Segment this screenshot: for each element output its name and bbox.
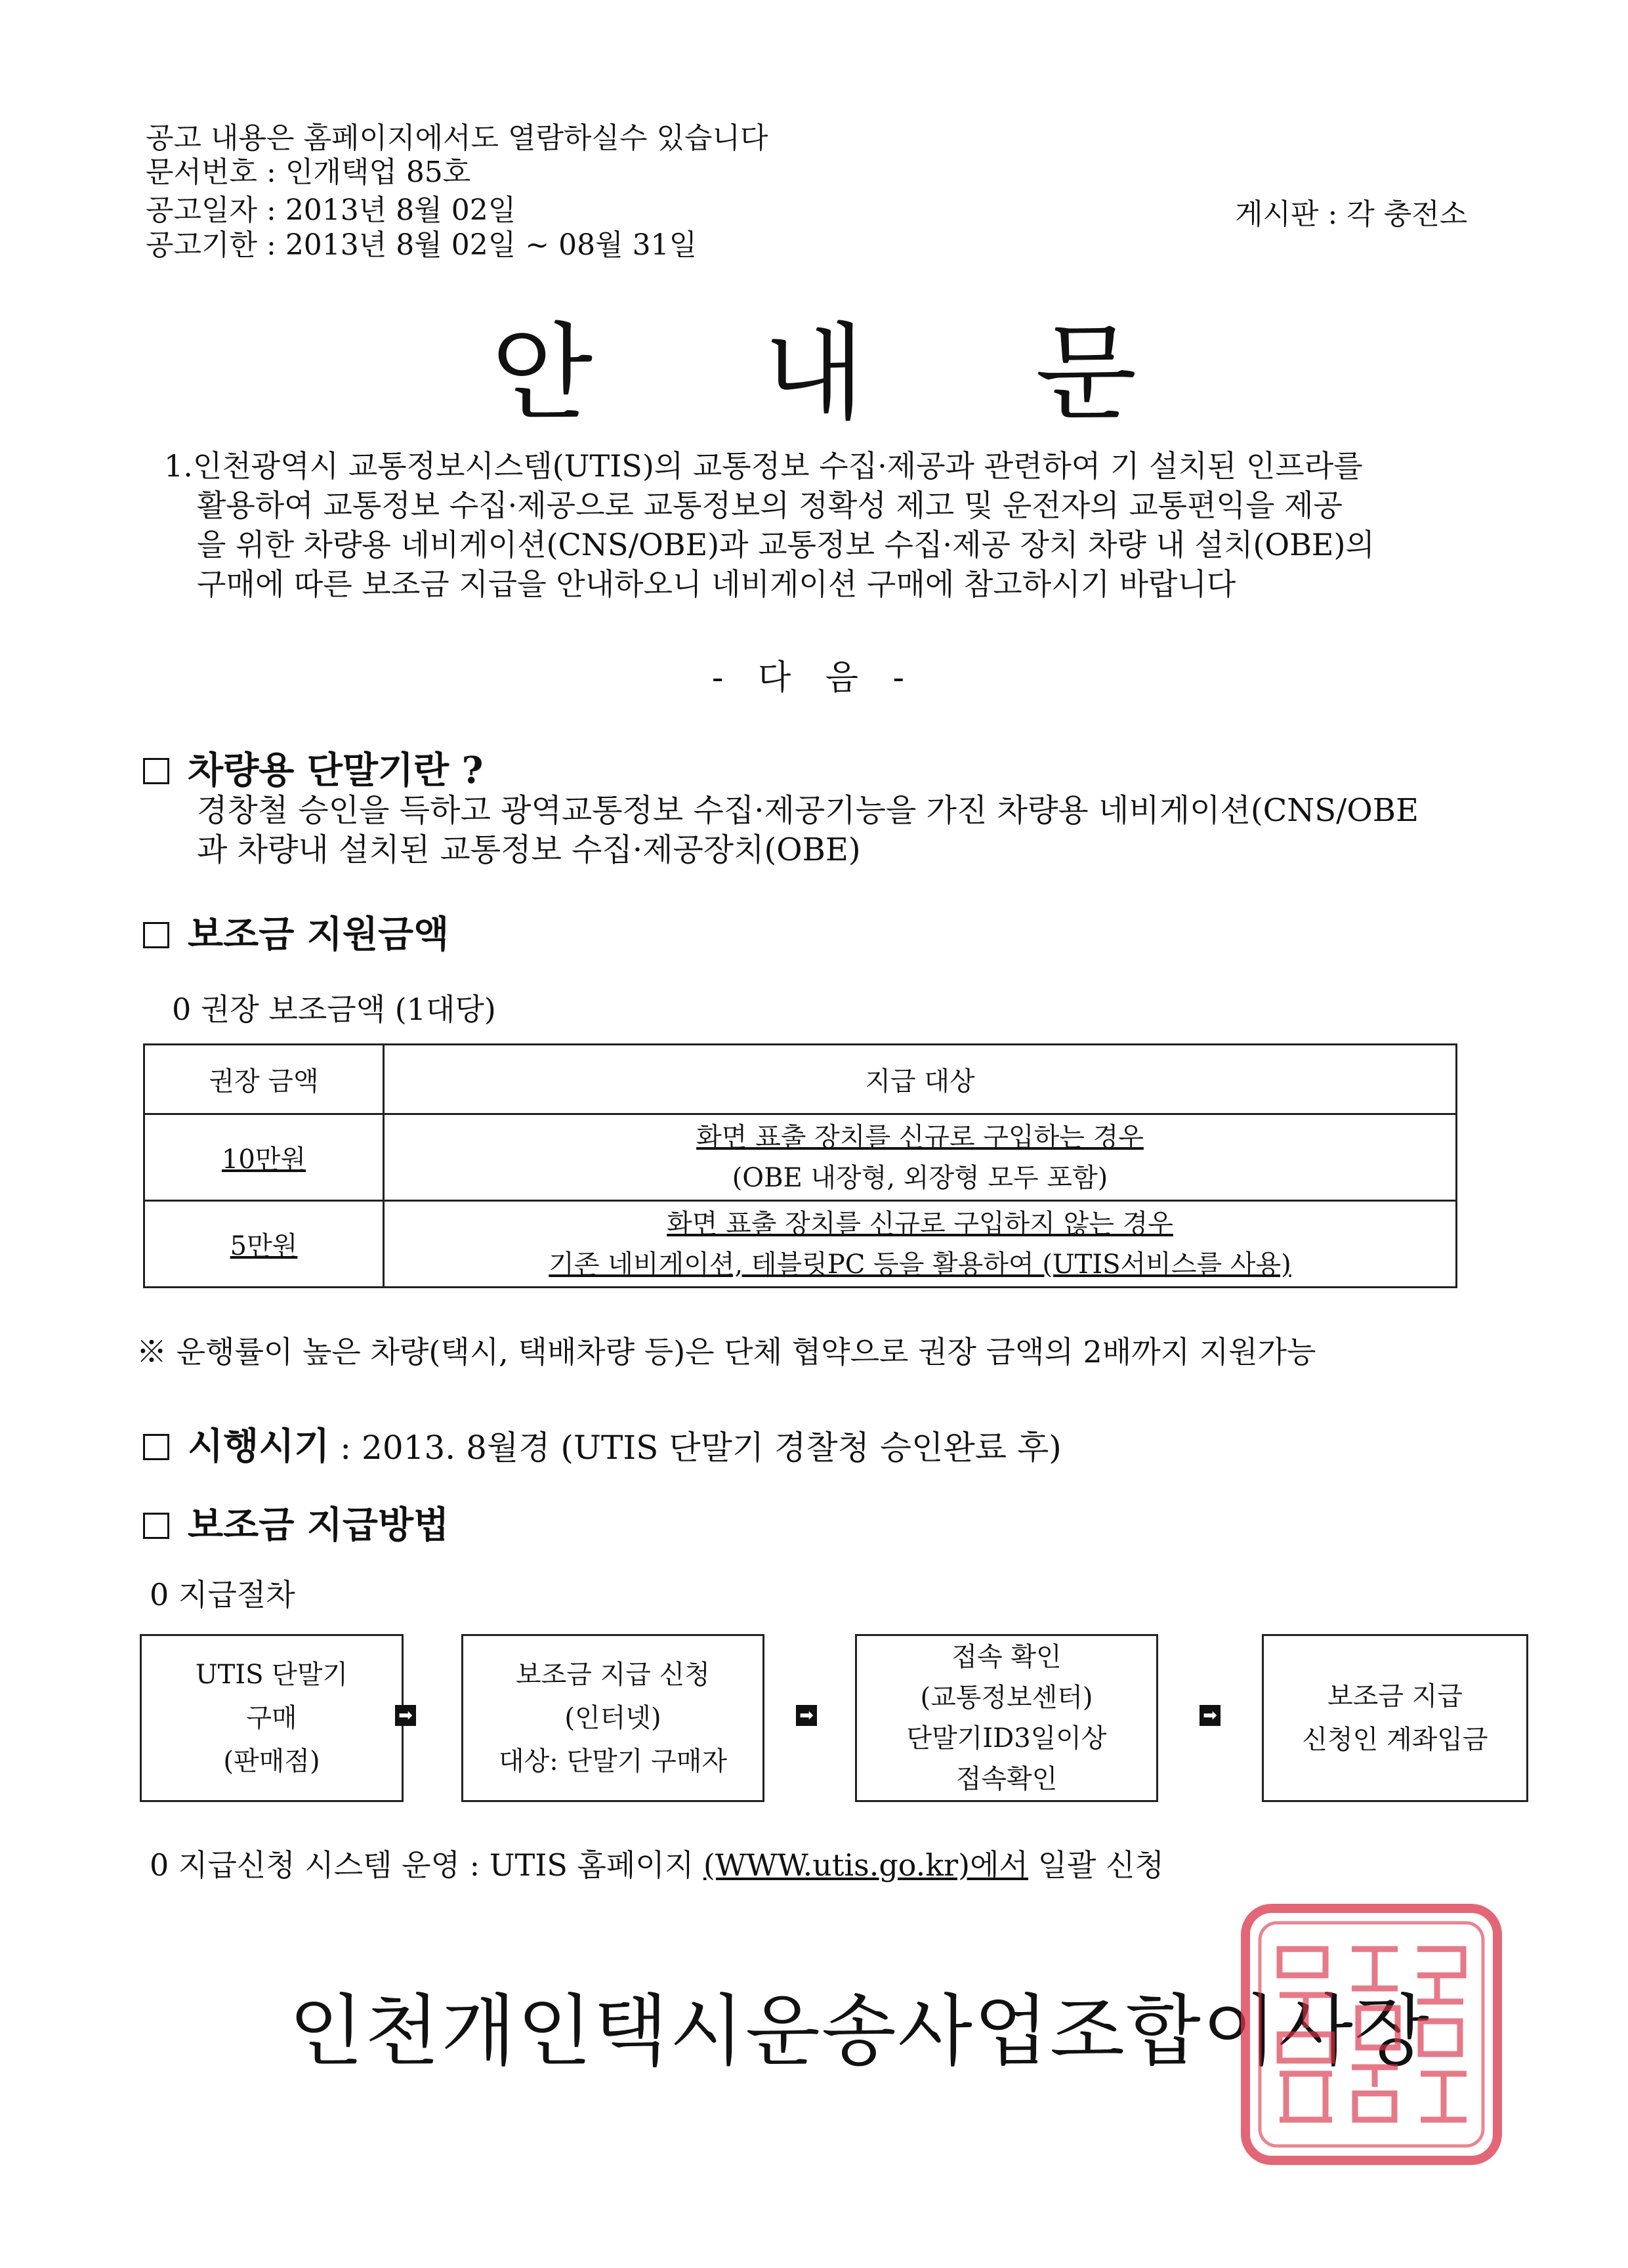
recommended-subsidy-label: 0 권장 보조금액 (1대당) — [172, 992, 496, 1027]
doc-number: 문서번호 : 인개택업 85호 — [146, 156, 471, 189]
notice-line: 공고 내용은 홈페이지에서도 열람하실수 있습니다 — [146, 121, 768, 155]
section-start-date — [143, 1418, 1062, 1470]
section-title: 차량용 단말기란 ? — [188, 749, 484, 792]
title-char-1: 안 — [491, 312, 593, 434]
flow-line: (판매점) — [223, 1746, 320, 1776]
checkbox-icon — [143, 1434, 169, 1460]
title-char-3: 문 — [1035, 312, 1137, 434]
intro-line-1: 1.인천광역시 교통정보시스템(UTIS)의 교통정보 수집·제공과 관련하여 기 설치된 인프라를 — [164, 448, 1363, 484]
arrow-right-icon: ➡ — [1200, 1705, 1221, 1726]
flow-step-purchase — [140, 1634, 404, 1802]
arrow-right-icon: ➡ — [395, 1705, 416, 1726]
target-line-1: 화면 표출 장치를 신규로 구입하지 않는 경우 — [667, 1208, 1173, 1239]
application-system-line — [150, 1845, 1164, 1885]
section-vehicle-terminal — [143, 742, 483, 794]
notice-date: 공고일자 : 2013년 8월 02일 — [146, 194, 516, 227]
official-seal-icon — [1240, 1903, 1503, 2166]
flow-line: 신청인 계좌입금 — [1302, 1725, 1488, 1755]
target-line-1: 화면 표출 장치를 신규로 구입하는 경우 — [696, 1122, 1144, 1152]
flow-line: 보조금 지급 — [1327, 1681, 1463, 1712]
system-suffix: 일괄 신청 — [1028, 1847, 1164, 1883]
flow-line: 접속 확인 — [951, 1642, 1062, 1672]
system-prefix: 0 지급신청 시스템 운영 : UTIS 홈페이지 — [150, 1847, 703, 1883]
intro-line-2: 활용하여 교통정보 수집·제공으로 교통정보의 정확성 제고 및 운전자의 교통편익을 제공 — [197, 488, 1343, 523]
arrow-right-icon: ➡ — [796, 1705, 817, 1726]
utis-url-link[interactable]: (WWW.utis.go.kr)에서 — [703, 1847, 1028, 1883]
header-target: 지급 대상 — [384, 1045, 1457, 1114]
header-amount: 권장 금액 — [144, 1045, 384, 1114]
payment-procedure-label: 0 지급절차 — [150, 1577, 295, 1612]
target-line-2: 기존 네비게이션, 테블릿PC 등을 활용하여 (UTIS서비스를 사용) — [549, 1249, 1291, 1280]
flow-line: (인터넷) — [564, 1703, 661, 1733]
flow-line: (교통정보센터) — [920, 1683, 1093, 1713]
intro-line-3: 을 위한 차량용 네비게이션(CNS/OBE)과 교통정보 수집·제공 장치 차량 내 설치(OBE)의 — [197, 527, 1375, 562]
flow-step-pay — [1262, 1634, 1528, 1802]
flow-line: 대상: 단말기 구매자 — [498, 1746, 728, 1776]
signer-name: 인천개인택시운송사업조합이사장 — [289, 1986, 1430, 2076]
target-line-2: (OBE 내장형, 외장형 모두 포함) — [732, 1162, 1108, 1193]
checkbox-icon — [143, 1513, 169, 1539]
target-cell — [384, 1201, 1457, 1288]
target-cell — [384, 1114, 1457, 1201]
amount-cell: 5만원 — [144, 1201, 384, 1288]
table-row — [144, 1114, 1457, 1201]
flow-line: UTIS 단말기 — [195, 1660, 348, 1690]
flow-line: 보조금 지급 신청 — [516, 1660, 710, 1690]
flow-step-apply — [461, 1634, 764, 1802]
flow-line: 접속확인 — [955, 1764, 1058, 1794]
section-payment-method — [143, 1496, 449, 1549]
table-header-row — [144, 1045, 1457, 1114]
flow-line: 단말기ID3일이상 — [906, 1723, 1107, 1754]
flow-line: 구매 — [246, 1703, 297, 1733]
section-3-text: : 2013. 8월경 (UTIS 단말기 경찰청 승인완료 후) — [340, 1429, 1062, 1467]
checkbox-icon — [143, 922, 169, 948]
subsidy-table — [143, 1043, 1457, 1288]
intro-paragraph — [164, 446, 1532, 604]
page-title — [0, 289, 1628, 440]
board-label: 게시판 : 각 충전소 — [1235, 198, 1468, 231]
section-1-line-2: 과 차량내 설치된 교통정보 수집·제공장치(OBE) — [197, 831, 861, 868]
intro-line-4: 구매에 따른 보조금 지급을 안내하오니 네비게이션 구매에 참고하시기 바랍니다 — [197, 566, 1236, 602]
section-1-line-1: 경창철 승인을 득하고 광역교통정보 수집·제공기능을 가진 차량용 네비게이션(CNS/OBE — [197, 792, 1419, 829]
daeum-heading: - 다 음 - — [711, 658, 917, 698]
section-title: 보조금 지급방법 — [188, 1503, 449, 1547]
flow-step-verify — [855, 1634, 1158, 1802]
section-title: 시행시기 — [188, 1425, 330, 1468]
note-text: ※ 운행률이 높은 차량(택시, 택배차량 등)은 단체 협약으로 권장 금액의 2배까지 지원가능 — [136, 1334, 1316, 1370]
checkbox-icon — [143, 758, 169, 784]
section-title: 보조금 지원금액 — [188, 913, 449, 956]
notice-period: 공고기한 : 2013년 8월 02일 ~ 08월 31일 — [146, 228, 698, 262]
title-char-2: 내 — [763, 312, 865, 434]
table-row — [144, 1201, 1457, 1288]
section-subsidy-amount — [143, 906, 449, 958]
amount-cell: 10만원 — [144, 1114, 384, 1201]
